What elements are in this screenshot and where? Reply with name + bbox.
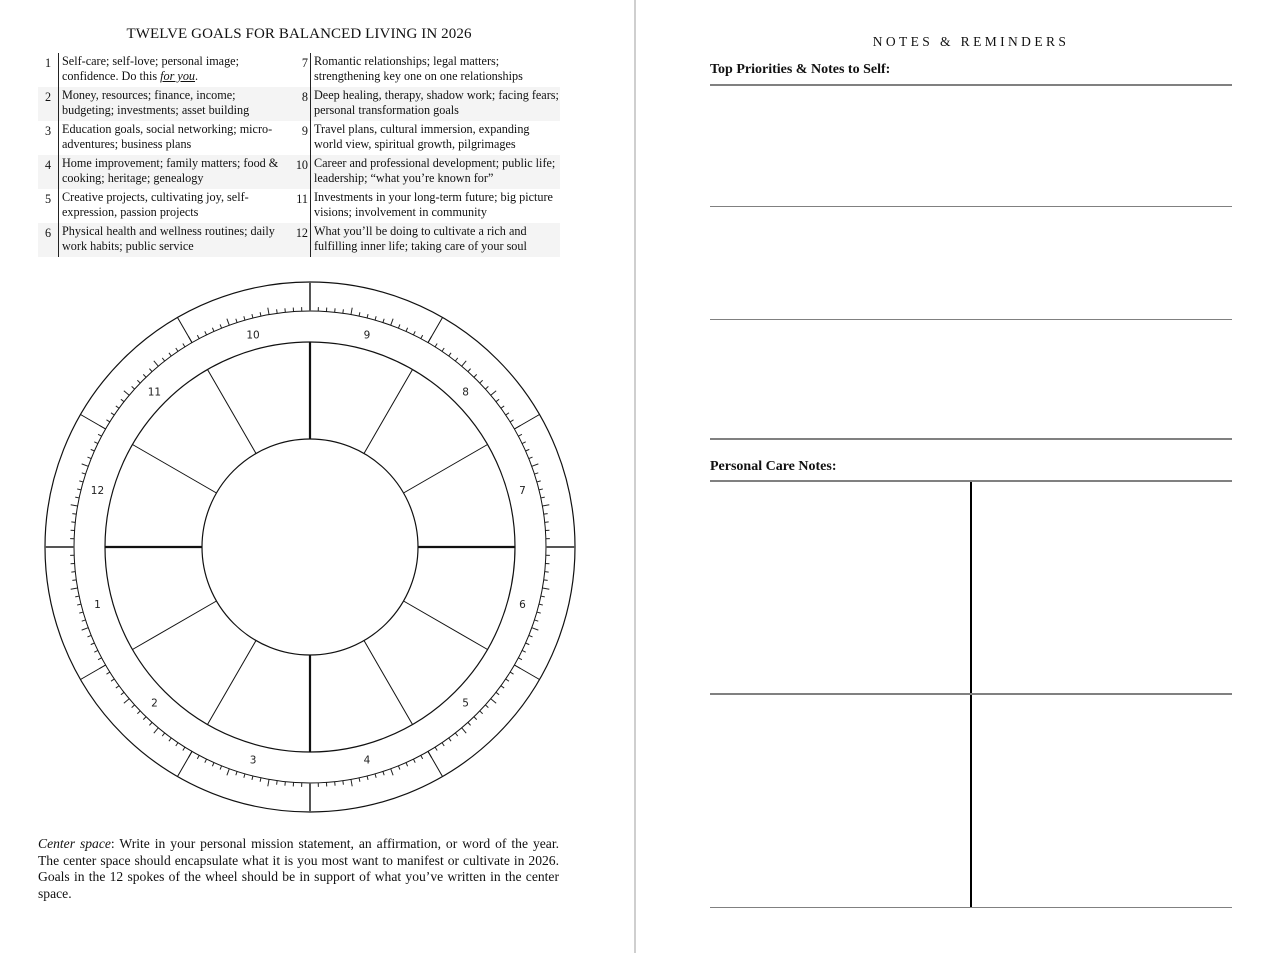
tick-mark xyxy=(485,386,488,389)
goal-number: 4 xyxy=(44,158,52,172)
tick-mark xyxy=(391,319,393,326)
page-divider xyxy=(634,0,636,953)
tick-mark xyxy=(149,369,152,372)
tick-mark xyxy=(82,628,89,630)
goal-description: Investments in your long-term future; big picture visions; involvement in community xyxy=(311,189,561,223)
tick-mark xyxy=(462,728,466,733)
tick-mark xyxy=(205,331,207,335)
goal-description xyxy=(59,53,285,87)
tick-mark xyxy=(260,312,261,316)
house-label: 8 xyxy=(462,386,469,399)
tick-mark xyxy=(391,769,393,776)
tick-mark xyxy=(72,580,76,581)
tick-mark xyxy=(501,406,504,408)
tick-mark xyxy=(510,420,513,422)
house-spoke xyxy=(364,369,413,453)
tick-mark xyxy=(421,335,423,339)
tick-mark xyxy=(351,308,352,315)
outer-segment-divider xyxy=(428,751,443,776)
house-label: 9 xyxy=(363,329,371,342)
tick-mark xyxy=(236,771,237,775)
goal-number: 9 xyxy=(301,124,308,138)
tick-mark xyxy=(541,497,545,498)
goal-row xyxy=(38,53,560,87)
tick-mark xyxy=(162,733,164,736)
tick-mark xyxy=(87,457,91,458)
tick-mark xyxy=(75,497,79,498)
goal-number: 8 xyxy=(301,90,308,104)
tick-mark xyxy=(205,759,207,763)
tick-mark xyxy=(542,588,549,589)
notes-title: NOTES & REMINDERS xyxy=(872,34,1070,49)
outer-segment-divider xyxy=(81,415,106,430)
tick-mark xyxy=(534,620,538,621)
goal-row xyxy=(38,223,560,257)
goal-number: 11 xyxy=(296,192,308,206)
tick-mark xyxy=(71,588,78,589)
tick-mark xyxy=(143,374,146,377)
tick-mark xyxy=(106,672,109,674)
tick-mark xyxy=(98,658,102,660)
tick-mark xyxy=(268,779,269,786)
tick-mark xyxy=(77,489,81,490)
grid-bottom-rule xyxy=(710,907,1232,908)
tick-mark xyxy=(468,722,471,725)
tick-mark xyxy=(435,747,437,750)
house-spoke xyxy=(208,641,257,725)
tick-mark xyxy=(522,650,526,652)
tick-mark xyxy=(542,505,549,506)
tick-mark xyxy=(398,324,399,328)
tick-mark xyxy=(442,348,444,351)
tick-mark xyxy=(526,643,530,645)
goal-number: 1 xyxy=(44,56,52,70)
house-label: 10 xyxy=(246,329,260,342)
tick-mark xyxy=(212,763,214,767)
tick-mark xyxy=(71,505,78,506)
tick-mark xyxy=(197,335,199,339)
house-label: 6 xyxy=(519,598,526,611)
goal-number: 2 xyxy=(44,90,52,104)
tick-mark xyxy=(480,711,483,714)
tick-mark xyxy=(244,316,245,320)
tick-mark xyxy=(154,361,158,366)
goal-number: 12 xyxy=(295,226,308,240)
tick-mark xyxy=(94,650,98,652)
tick-mark xyxy=(529,457,533,458)
goal-suffix: . xyxy=(195,69,199,83)
goal-row xyxy=(38,189,560,223)
tick-mark xyxy=(183,747,185,750)
tick-mark xyxy=(94,442,98,444)
house-spoke xyxy=(404,445,488,494)
tick-mark xyxy=(183,343,185,346)
tick-mark xyxy=(421,755,423,759)
goal-description: Deep healing, therapy, shadow work; facing fears; personal transformation goals xyxy=(311,87,561,121)
tick-mark xyxy=(132,705,135,708)
grid-divider-horizontal xyxy=(710,693,1232,695)
goal-description: Money, resources; finance, income; budgeting; investments; asset building xyxy=(59,87,285,121)
tick-mark xyxy=(501,686,504,688)
house-label: 12 xyxy=(90,485,105,498)
house-label: 5 xyxy=(462,697,469,710)
tick-mark xyxy=(496,399,499,401)
tick-mark xyxy=(544,514,548,515)
tick-mark xyxy=(91,449,95,451)
tick-mark xyxy=(137,711,140,714)
tick-mark xyxy=(72,514,76,515)
tick-mark xyxy=(268,308,269,315)
tick-mark xyxy=(124,391,129,395)
tick-mark xyxy=(220,324,221,328)
tick-mark xyxy=(462,361,466,366)
tick-mark xyxy=(169,353,171,356)
goal-description: Physical health and wellness routines; daily work habits; public service xyxy=(59,223,285,257)
tick-mark xyxy=(468,369,471,372)
tick-mark xyxy=(510,672,513,674)
tick-mark xyxy=(537,612,541,613)
goal-number: 3 xyxy=(44,124,52,138)
tick-mark xyxy=(252,314,253,318)
tick-mark xyxy=(455,733,457,736)
tick-mark xyxy=(539,489,543,490)
tick-mark xyxy=(485,705,488,708)
center-note-lead: Center space xyxy=(38,836,111,851)
tick-mark xyxy=(532,464,539,466)
goal-description: Creative projects, cultivating joy, self-expression, passion projects xyxy=(59,189,285,223)
tick-mark xyxy=(149,722,152,725)
tick-mark xyxy=(220,766,221,770)
tick-mark xyxy=(383,319,384,323)
outer-segment-divider xyxy=(178,751,193,776)
outer-segment-divider xyxy=(514,665,539,680)
goal-description: Career and professional development; public life; leadership; “what you’re known for” xyxy=(311,155,561,189)
tick-mark xyxy=(137,380,140,383)
tick-mark xyxy=(539,604,543,605)
goal-number: 7 xyxy=(301,56,308,70)
tick-mark xyxy=(143,717,146,720)
tick-mark xyxy=(406,763,408,767)
tick-mark xyxy=(534,473,538,474)
tick-mark xyxy=(121,692,124,694)
house-spoke xyxy=(404,601,488,650)
goal-row xyxy=(38,155,560,189)
section-rule xyxy=(710,438,1232,440)
tick-mark xyxy=(359,312,360,316)
house-label: 4 xyxy=(363,754,371,767)
tick-mark xyxy=(455,358,457,361)
tick-mark xyxy=(124,699,129,703)
tick-mark xyxy=(526,449,530,451)
tick-mark xyxy=(154,728,158,733)
top-priorities-heading: Top Priorities & Notes to Self: xyxy=(710,62,891,77)
outer-segment-divider xyxy=(428,318,443,343)
tick-mark xyxy=(506,413,509,415)
house-label: 1 xyxy=(94,598,101,611)
tick-mark xyxy=(79,481,83,482)
tick-mark xyxy=(82,464,89,466)
outer-segment-divider xyxy=(178,318,193,343)
center-space-note xyxy=(38,836,559,902)
goal-description: Education goals, social networking; micro-adventures; business plans xyxy=(59,121,285,155)
goals-table xyxy=(38,53,560,257)
goal-text: Self-care; self-love; personal image; confidence. Do this xyxy=(62,54,239,83)
tick-mark xyxy=(169,738,171,741)
tick-mark xyxy=(236,319,237,323)
tick-mark xyxy=(91,643,95,645)
house-spoke xyxy=(208,369,257,453)
tick-mark xyxy=(277,309,278,313)
writing-line[interactable] xyxy=(710,319,1232,320)
tick-mark xyxy=(506,679,509,681)
tick-mark xyxy=(343,781,344,785)
tick-mark xyxy=(79,612,83,613)
goal-wheel xyxy=(0,270,634,830)
tick-mark xyxy=(121,399,124,401)
tick-mark xyxy=(111,679,114,681)
tick-mark xyxy=(77,604,81,605)
tick-mark xyxy=(496,692,499,694)
tick-mark xyxy=(244,774,245,778)
tick-mark xyxy=(227,319,229,326)
house-spoke xyxy=(132,445,216,494)
house-label: 11 xyxy=(147,386,162,399)
tick-mark xyxy=(518,658,522,660)
tick-mark xyxy=(98,434,102,436)
tick-mark xyxy=(491,699,496,703)
tick-mark xyxy=(132,386,135,389)
goal-description: Home improvement; family matters; food & cooking; heritage; genealogy xyxy=(59,155,285,189)
tick-mark xyxy=(197,755,199,759)
center-note-text: : Write in your personal mission statement, an affirmation, or word of the year. The center space should encapsulate what it is you most want to manifest or cultivate in 2026. Goals in the 12 spokes of the wheel should be in support of what you’ve written in the center space. xyxy=(38,836,559,901)
tick-mark xyxy=(343,309,344,313)
tick-mark xyxy=(474,374,477,377)
tick-mark xyxy=(359,778,360,782)
tick-mark xyxy=(82,620,86,621)
outer-segment-divider xyxy=(81,665,106,680)
house-label: 2 xyxy=(151,697,158,710)
house-label: 7 xyxy=(519,485,526,498)
section-rule xyxy=(710,84,1232,86)
tick-mark xyxy=(541,596,545,597)
tick-mark xyxy=(176,743,178,746)
writing-line[interactable] xyxy=(710,206,1232,207)
wheel-lines xyxy=(45,282,575,812)
goal-number: 5 xyxy=(44,192,52,206)
house-spoke xyxy=(364,641,413,725)
goal-row xyxy=(38,87,560,121)
tick-mark xyxy=(227,769,229,776)
tick-mark xyxy=(413,759,415,763)
tick-mark xyxy=(518,434,522,436)
tick-mark xyxy=(176,348,178,351)
tick-mark xyxy=(162,358,164,361)
tick-mark xyxy=(87,635,91,636)
tick-mark xyxy=(435,343,437,346)
tick-mark xyxy=(212,328,214,332)
tick-mark xyxy=(375,316,376,320)
tick-mark xyxy=(449,353,451,356)
tick-mark xyxy=(522,442,526,444)
tick-mark xyxy=(252,776,253,780)
tick-mark xyxy=(413,331,415,335)
tick-mark xyxy=(277,781,278,785)
tick-mark xyxy=(398,766,399,770)
house-spoke xyxy=(132,601,216,650)
tick-mark xyxy=(544,580,548,581)
tick-mark xyxy=(82,473,86,474)
tick-mark xyxy=(449,738,451,741)
tick-mark xyxy=(111,413,114,415)
tick-mark xyxy=(367,314,368,318)
goal-row xyxy=(38,121,560,155)
tick-mark xyxy=(260,778,261,782)
tick-mark xyxy=(75,596,79,597)
tick-mark xyxy=(116,686,119,688)
tick-mark xyxy=(529,635,533,636)
center-circle xyxy=(202,439,418,655)
tick-mark xyxy=(491,391,496,395)
tick-mark xyxy=(375,774,376,778)
goal-emphasis: for you xyxy=(160,69,196,83)
house-label: 3 xyxy=(249,754,257,767)
personal-care-heading: Personal Care Notes: xyxy=(710,459,837,474)
tick-mark xyxy=(532,628,539,630)
goal-description: What you’ll be doing to cultivate a rich and fulfilling inner life; taking care of your soul xyxy=(311,223,561,257)
tick-mark xyxy=(351,779,352,786)
tick-mark xyxy=(116,406,119,408)
goal-number: 10 xyxy=(295,158,308,172)
tick-mark xyxy=(442,743,444,746)
tick-mark xyxy=(406,328,408,332)
goals-title: TWELVE GOALS FOR BALANCED LIVING IN 2026 xyxy=(126,26,472,42)
goal-description: Travel plans, cultural immersion, expanding world view, spiritual growth, pilgrimages xyxy=(311,121,561,155)
outer-segment-divider xyxy=(514,415,539,430)
tick-mark xyxy=(367,776,368,780)
tick-mark xyxy=(383,771,384,775)
goal-number: 6 xyxy=(44,226,52,240)
goal-description: Romantic relationships; legal matters; strengthening key one on one relationships xyxy=(311,53,561,87)
tick-mark xyxy=(106,420,109,422)
tick-mark xyxy=(537,481,541,482)
tick-mark xyxy=(474,717,477,720)
tick-mark xyxy=(480,380,483,383)
